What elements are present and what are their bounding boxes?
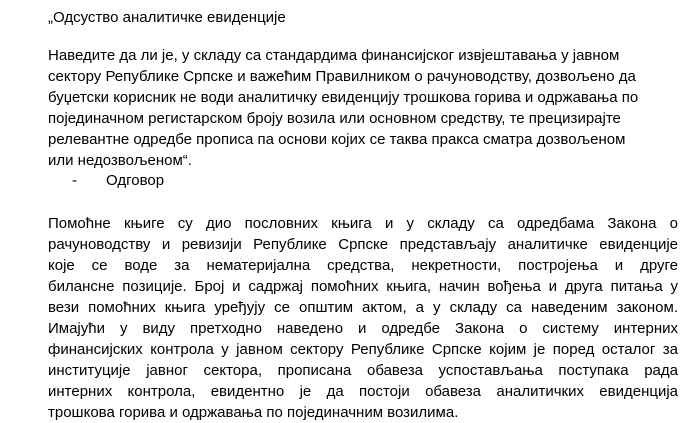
answer-line: финансијских контрола у јавном сектору Републике Српске којим је поред осталог за [48, 341, 678, 358]
list-dash: - [72, 172, 77, 189]
question-line: сектору Републике Српске и важећим Правилником о рачуноводству, дозвољено да [48, 68, 636, 85]
answer-label-item [72, 171, 164, 191]
question-line: буџетски корисник не води аналитичку евиденцију трошкова горива и одржавања по [48, 89, 639, 106]
answer-line: Помоћне књиге су дио пословних књига и у складу са одредбама Закона о [48, 215, 678, 232]
answer-line: вези помоћних књига уређују се општим актом, а у складу са наведеним законом. [48, 299, 678, 316]
answer-line: билансне позиције. Број и садржај помоћних књига, начин вођења и друга питања у [48, 278, 678, 295]
answer-line: институције јавног сектора, прописана обавеза успостављања поступака рада [48, 362, 678, 379]
question-line: релевантне одредбе прописа па основи којих се таква пракса сматра дозвољеном [48, 131, 626, 148]
answer-paragraph [48, 213, 678, 423]
question-paragraph [48, 45, 678, 171]
answer-line: рачуноводству и ревизији Републике Српске представљају аналитичке евиденције [48, 236, 678, 253]
answer-label: Одговор [106, 172, 165, 189]
question-line: Наведите да ли је, у складу са стандардима финансијског извјештавања у јавном [48, 47, 620, 64]
answer-line: трошкова горива и одржавања по појединачним возилима. [48, 404, 459, 421]
answer-line: интерних контрола, евидентно је да постоји обавеза аналитичких евиденција [48, 383, 678, 400]
question-line: појединачном регистарском броју возила или основном средству, те прецизирајте [48, 110, 621, 127]
question-line: или недозвољеном“. [48, 152, 192, 169]
answer-line: које се воде за нематеријална средства, некретности, постројења и друге [48, 257, 678, 274]
document-heading: „Одсуство аналитичке евиденције [48, 9, 286, 26]
answer-line: Имајући у виду претходно наведено и одредбе Закона о систему интерних [48, 320, 678, 337]
